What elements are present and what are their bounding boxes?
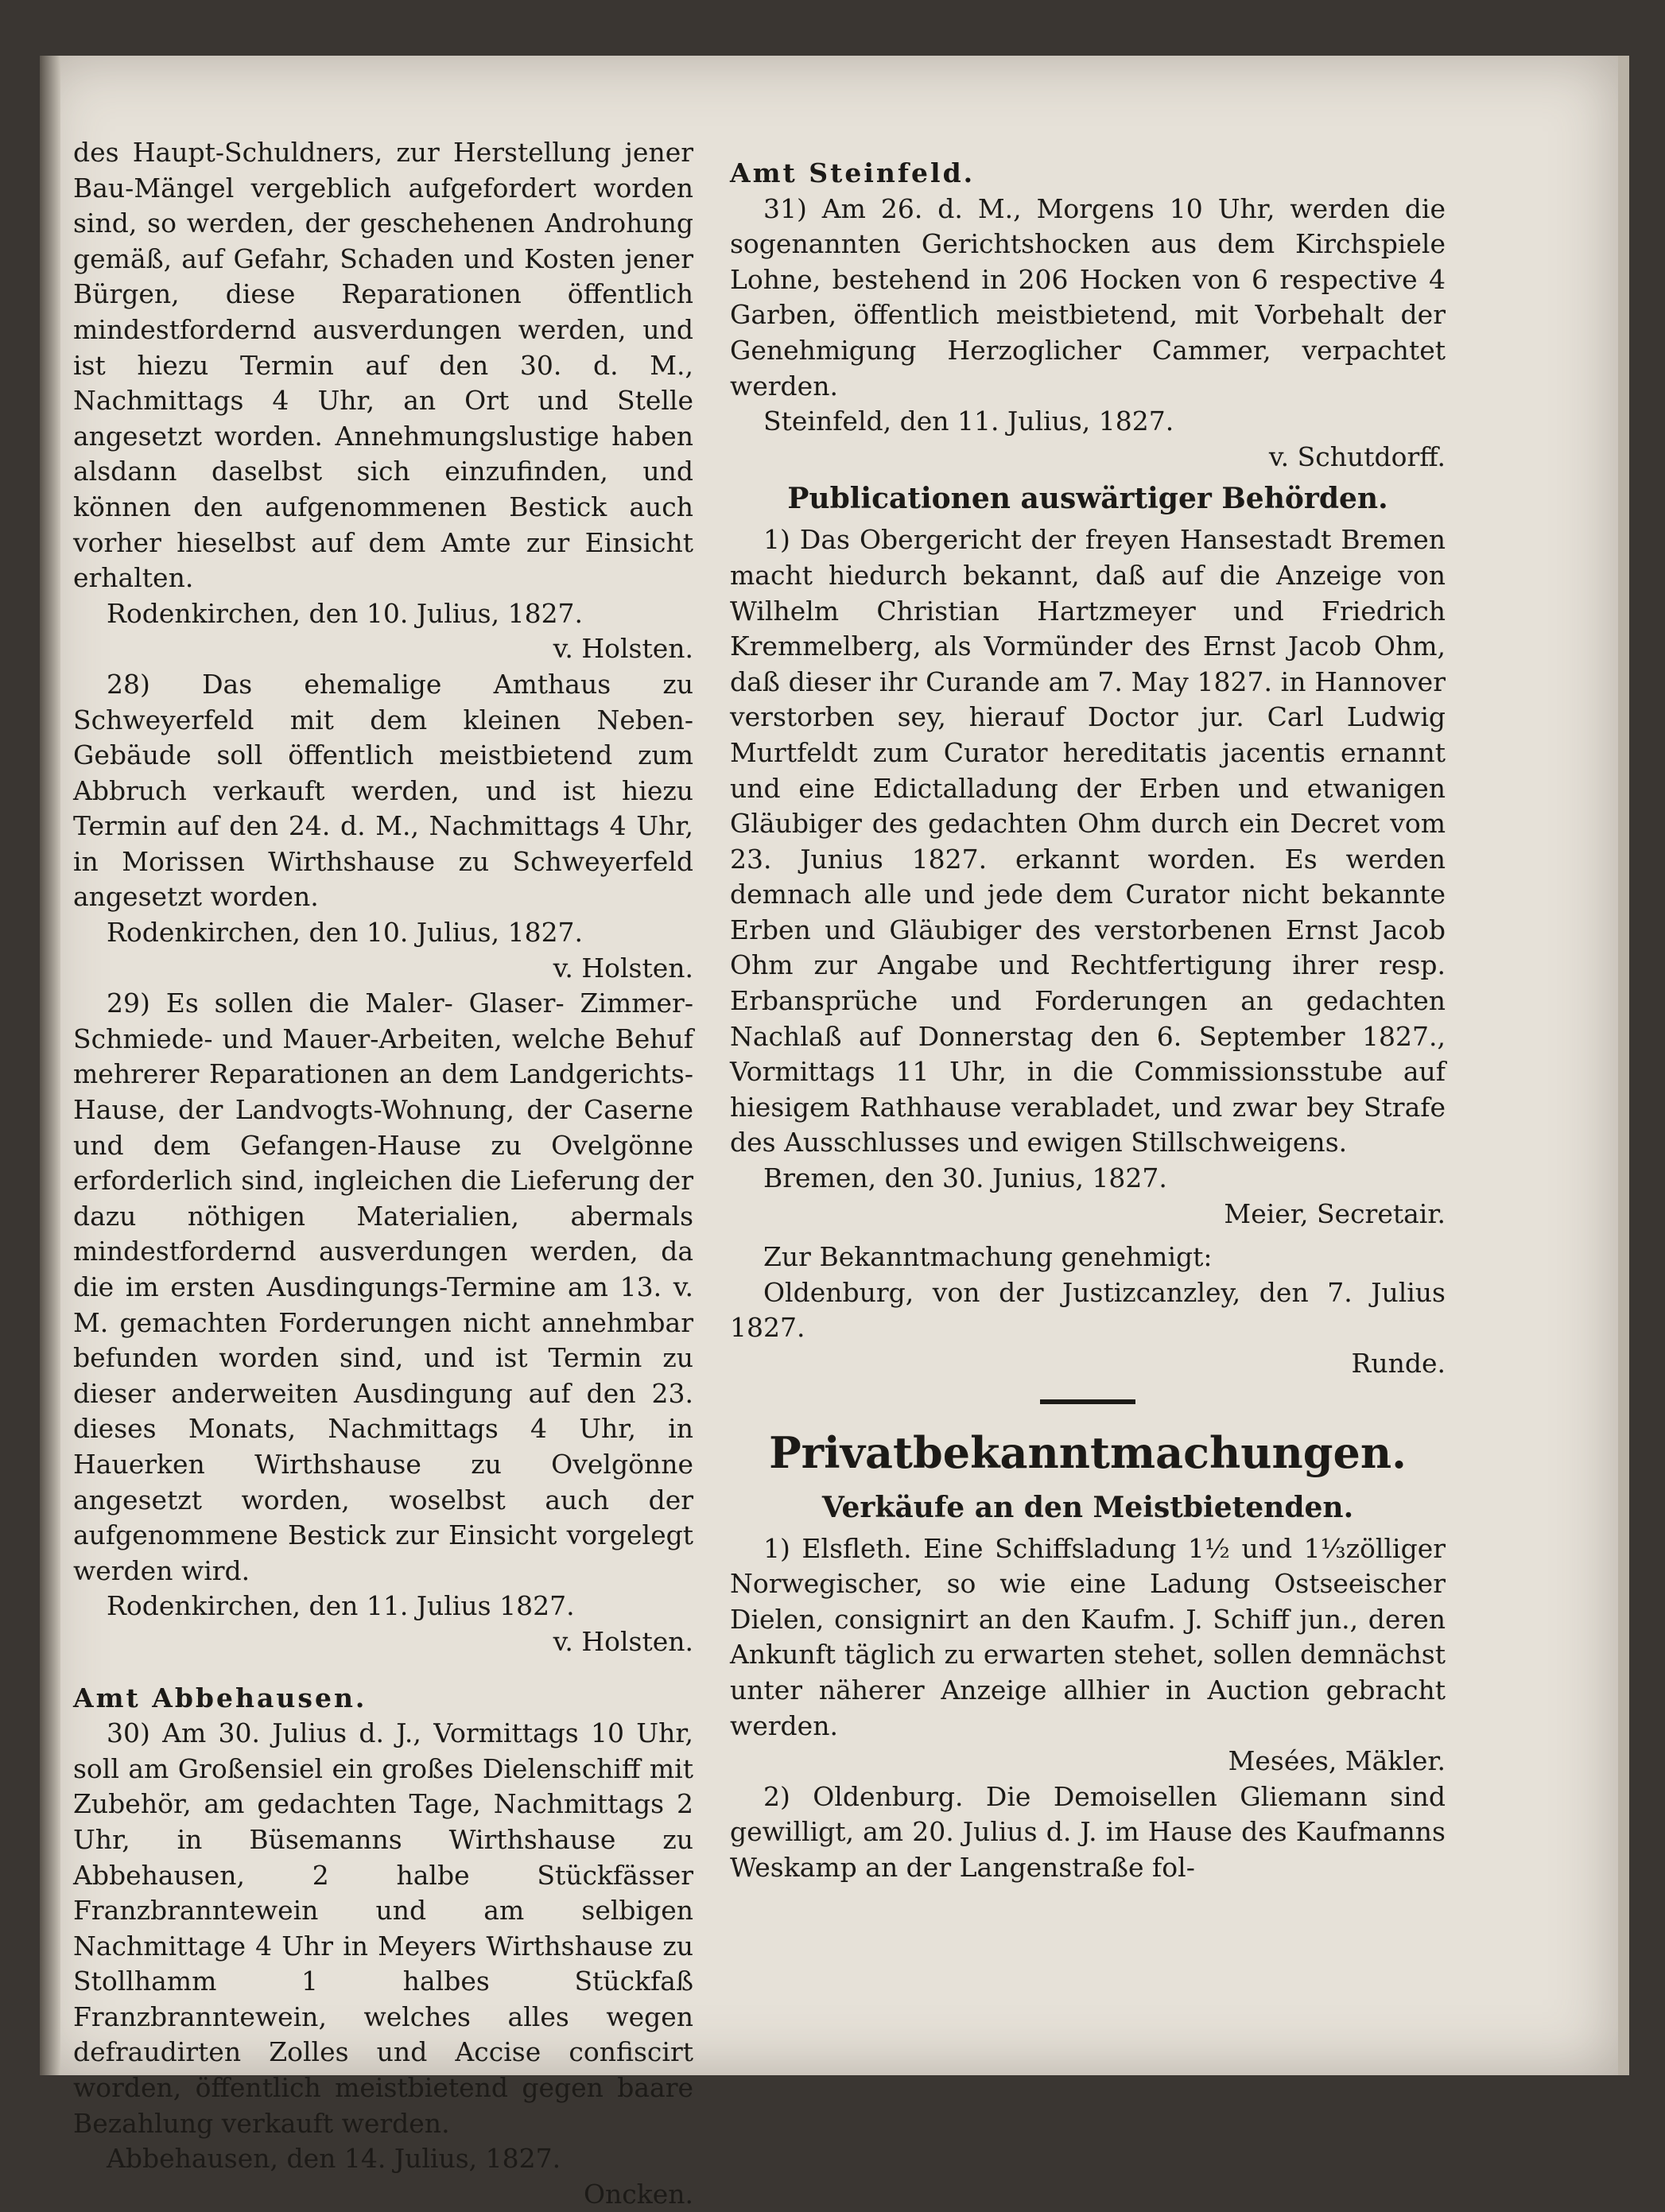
heading-publications: Publicationen auswärtiger Behörden.: [787, 482, 1388, 516]
left-column: [73, 135, 693, 2212]
notice-date: Bremen, den 30. Junius, 1827.: [763, 1162, 1167, 1194]
notice-date: Steinfeld, den 11. Julius, 1827.: [763, 406, 1174, 437]
publication-1: 1) Das Obergericht der freyen Hansestadt Bremen macht hiedurch bekannt, daß auf die Anzeige von Wilhelm Christian Hartzmeyer und Friedrich Kremmelberg, als Vormünder des Ernst Jacob Ohm, daß dieser ihr Curande am 7. May 1827. in Hannover verstorben sey, hierauf Doctor jur. Carl Ludwig Murtfeldt zum Curator hereditatis jacentis ernannt und eine Edictalladung der Erben und etwanigen Gläubiger des gedachten Ohm durch ein Decret vom 23. Junius 1827. erkannt worden. Es werden demnach alle und jede dem Curator nicht bekannte Erben und Gläubiger des verstorbenen Ernst Jacob Ohm zur Angabe und Rechtfertigung ihrer resp. Erbansprüche und Forderungen an gedachten Nachlaß auf Donnerstag den 6. September 1827., Vormittags 11 Uhr, in die Commissionsstube auf hiesigem Rathhause verabladet, und zwar bey Strafe des Ausschlusses und ewigen Stillschweigens.: [730, 524, 1446, 1158]
notice-date: Rodenkirchen, den 11. Julius 1827.: [107, 1590, 575, 1622]
notice-date: Rodenkirchen, den 10. Julius, 1827.: [107, 597, 584, 629]
notice-29: 29) Es sollen die Maler- Glaser- Zimmer- Schmiede- und Mauer-Arbeiten, welche Behuf mehrerer Reparationen an dem Landgerichts-Hause, der Landvogts-Wohnung, der Caserne und dem Gefangen-Hause zu Ovelgönne erforderlich sind, ingleichen die Lieferung der dazu nöthigen Materialien, abermals mindestfordernd ausverdungen werden, da die im ersten Ausdingungs-Termine am 13. v. M. gemachten Forderungen nicht annehmbar befunden worden sind, und ist Termin zu dieser anderweiten Ausdingung auf den 23. dieses Monats, Nachmittags 4 Uhr, in Hauerken Wirthshause zu Ovelgönne angesetzt worden, woselbst auch der aufgenommene Bestick zur Einsicht vorgelegt werden wird.: [73, 988, 693, 1586]
notice-30: 30) Am 30. Julius d. J., Vormittags 10 Uhr, soll am Großensiel ein großes Dielenschiff mit Zubehör, am gedachten Tage, Nachmittags 2 Uhr, in Büsemanns Wirthshause zu Abbehausen, 2 halbe Stückfässer Franzbranntewein und am selbigen Nachmittage 4 Uhr in Meyers Wirthshause zu Stollhamm 1 halbes Stückfaß Franzbranntewein, welches alles wegen defraudirten Zolles und Accise confiscirt worden, öffentlich meistbietend gegen baare Bezahlung verkauft werden.: [73, 1717, 693, 2139]
notice-signature: Oncken.: [583, 2178, 693, 2210]
notice-28: 28) Das ehemalige Amthaus zu Schweyerfeld mit dem kleinen Neben-Gebäude soll öffentlich meistbietend zum Abbruch verkauft werden, und ist hiezu Termin auf den 24. d. M., Nachmittags 4 Uhr, in Morissen Wirthshause zu Schweyerfeld angesetzt worden.: [73, 668, 693, 913]
notice-signature: Meier, Secretair.: [1224, 1197, 1446, 1229]
notice-continuation: des Haupt-Schuldners, zur Herstellung jener Bau-Mängel vergeblich aufgefordert worden sind, so werden, der geschehenen Androhung gemäß, auf Gefahr, Schaden und Kosten jener Bürgen, diese Reparationen öffentlich mindestfordernd ausverdungen werden, und ist hiezu Termin auf den 30. d. M., Nachmittags 4 Uhr, an Ort und Stelle angesetzt worden. Annehmungslustige haben alsdann daselbst sich einzufinden, und können den aufgenommenen Bestick auch vorher hieselbst auf dem Amte zur Einsicht erhalten.: [73, 137, 693, 594]
newspaper-page: [40, 56, 1629, 2210]
notice-signature: v. Schutdorff.: [1268, 440, 1446, 472]
section-heading-steinfeld: Amt Steinfeld.: [730, 157, 976, 188]
heading-private-announcements: Privatbekanntmachungen.: [769, 1426, 1407, 1478]
notice-signature: v. Holsten.: [553, 952, 693, 984]
sale-2: 2) Oldenburg. Die Demoisellen Gliemann sind gewilligt, am 20. Julius d. J. im Hause des Kaufmanns Weskamp an der Langenstraße fol-: [730, 1780, 1446, 1883]
approval-line: Oldenburg, von der Justizcanzley, den 7. Julius 1827.: [730, 1276, 1446, 1344]
approval-signature: Runde.: [1351, 1348, 1446, 1379]
sale-1: 1) Elsfleth. Eine Schiffsladung 1½ und 1⅓zölliger Norwegischer, so wie eine Ladung Ostseeischer Dielen, consignirt an den Kaufm. J. Schiff jun., deren Ankunft täglich zu erwarten stehet, sollen demnächst unter näherer Anzeige allhier in Auction gebracht werden.: [730, 1532, 1446, 1741]
notice-date: Abbehausen, den 14. Julius, 1827.: [107, 2143, 561, 2175]
notice-signature: v. Holsten.: [553, 633, 693, 665]
sale-signature: Mesées, Mäkler.: [1228, 1745, 1446, 1777]
section-heading-abbehausen: Amt Abbehausen.: [73, 1682, 367, 1713]
right-column: [730, 135, 1446, 1886]
notice-date: Rodenkirchen, den 10. Julius, 1827.: [107, 917, 584, 949]
approval-note: Zur Bekanntmachung genehmigt:: [763, 1241, 1213, 1273]
notice-31: 31) Am 26. d. M., Morgens 10 Uhr, werden die sogenannten Gerichtshocken aus dem Kirchspiele Lohne, bestehend in 206 Hocken von 6 respective 4 Garben, öffentlich meistbietend, mit Vorbehalt der Genehmigung Herzoglicher Cammer, verpachtet werden.: [730, 192, 1446, 402]
book-gutter: [40, 56, 60, 2075]
heading-sales: Verkäufe an den Meistbietenden.: [821, 1490, 1354, 1524]
notice-signature: v. Holsten.: [553, 1625, 693, 1657]
section-divider: [1040, 1399, 1135, 1404]
